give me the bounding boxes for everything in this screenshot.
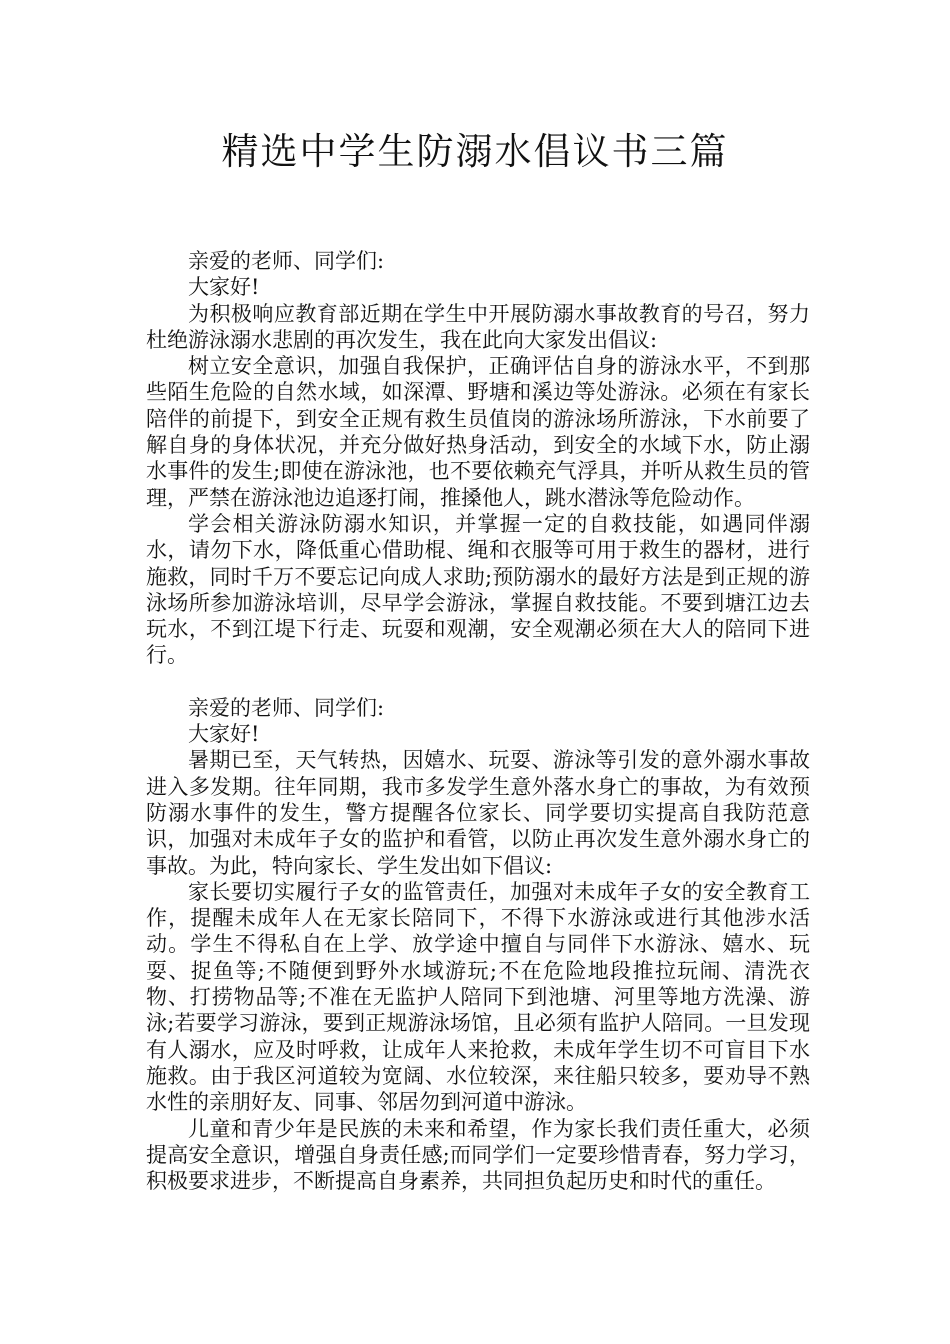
paragraph: 家长要切实履行子女的监管责任，加强对未成年子女的安全教育工作，提醒未成年人在无家长陪同下，不得下水游泳或进行其他涉水活动。学生不得私自在上学、放学途中擅自与同伴下水游泳、嬉水、玩耍、捉鱼等;不随便到野外水域游玩;不在危险地段推拉玩闹、清洗衣物、打捞物品等;不准在无监护人陪同下到池塘、河里等地方洗澡、游泳;若要学习游泳，要到正规游泳场馆，且必须有监护人陪同。一旦发现有人溺水，应及时呼救，让成年人来抢救，未成年学生切不可盲目下水施救。由于我区河道较为宽阔、水位较深，来往船只较多，要劝导不熟水性的亲朋好友、同事、邻居勿到河道中游泳。 <box>146 879 810 1115</box>
paragraph: 为积极响应教育部近期在学生中开展防溺水事故教育的号召，努力杜绝游泳溺水悲剧的再次发生，我在此向大家发出倡议: <box>146 301 810 352</box>
greeting: 亲爱的老师、同学们: <box>188 695 385 720</box>
letter-section-2 <box>146 695 810 1195</box>
paragraph: 儿童和青少年是民族的未来和希望，作为家长我们责任重大，必须提高安全意识，增强自身责任感;而同学们一定要珍惜青春，努力学习，积极要求进步，不断提高自身素养，共同担负起历史和时代的重任。 <box>146 1116 810 1194</box>
salutation: 大家好! <box>188 275 260 300</box>
paragraph: 学会相关游泳防溺水知识，并掌握一定的自救技能，如遇同伴溺水，请勿下水，降低重心借助棍、绳和衣服等可用于救生的器材，进行施救，同时千万不要忘记向成人求助;预防溺水的最好方法是到正规的游泳场所参加游泳培训，尽早学会游泳，掌握自救技能。不要到塘江边去玩水，不到江堤下行走、玩耍和观潮，安全观潮必须在大人的陪同下进行。 <box>146 511 810 668</box>
document-body <box>146 248 810 1194</box>
letter-section-1 <box>146 248 810 669</box>
paragraph: 树立安全意识，加强自我保护，正确评估自身的游泳水平，不到那些陌生危险的自然水域，如深潭、野塘和溪边等处游泳。必须在有家长陪伴的前提下，到安全正规有救生员值岗的游泳场所游泳，下水前要了解自身的身体状况，并充分做好热身活动，到安全的水域下水，防止溺水事件的发生;即使在游泳池，也不要依赖充气浮具，并听从救生员的管理，严禁在游泳池边追逐打闹，推搡他人，跳水潜泳等危险动作。 <box>146 354 810 510</box>
document-title: 精选中学生防溺水倡议书三篇 <box>221 130 729 173</box>
paragraph: 暑期已至，天气转热，因嬉水、玩耍、游泳等引发的意外溺水事故进入多发期。往年同期，我市多发学生意外落水身亡的事故，为有效预防溺水事件的发生，警方提醒各位家长、同学要切实提高自我防范意识，加强对未成年子女的监护和看管，以防止再次发生意外溺水身亡的事故。为此，特向家长、学生发出如下倡议: <box>146 748 810 878</box>
salutation: 大家好! <box>188 722 260 747</box>
greeting: 亲爱的老师、同学们: <box>188 249 385 273</box>
